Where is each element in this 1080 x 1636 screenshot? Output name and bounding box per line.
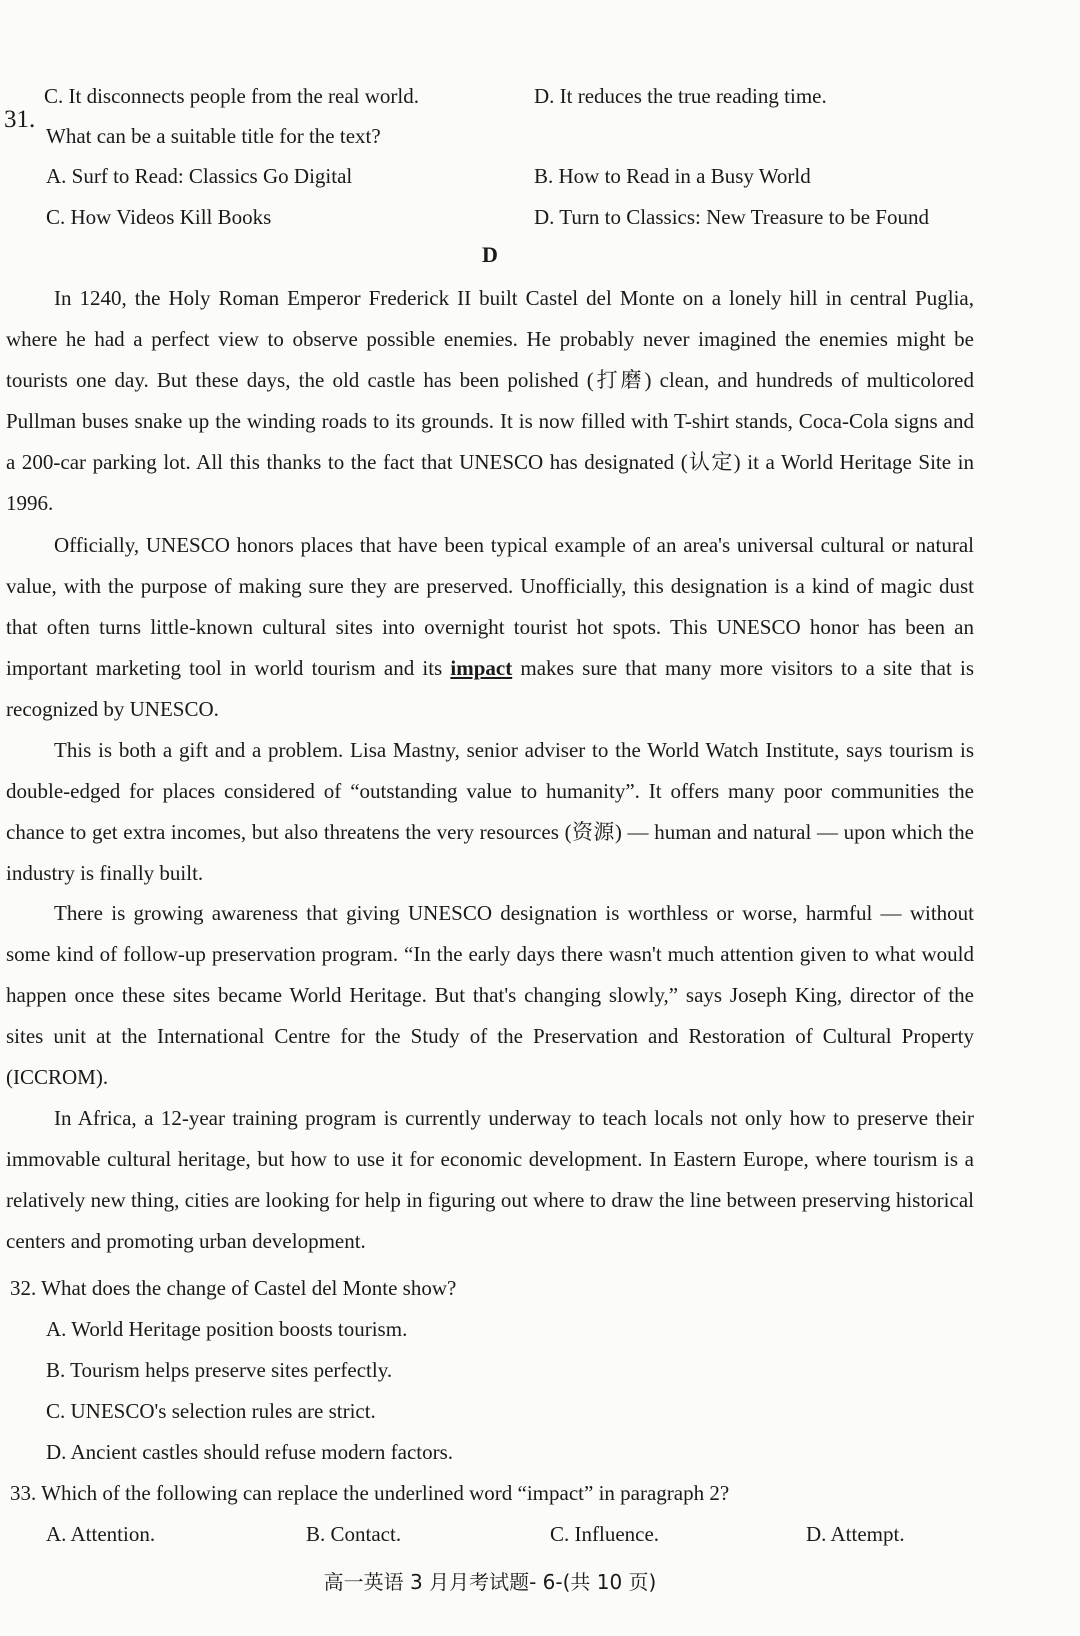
prev-option-d: D. It reduces the true reading time.: [534, 84, 827, 108]
question-31-option-b: B. How to Read in a Busy World: [534, 164, 811, 188]
page-footer: 高一英语 3 月月考试题- 6-(共 10 页): [323, 1570, 657, 1594]
paragraph-4: There is growing awareness that giving UNESCO designation is worthless or worse, harmful — without some kind of follow-up preservation program. “In the early days there wasn't much attention given to what would happen once these sites became World Heritage. But that's changing slowly,” says Joseph King, director of the sites unit at the International Centre for the Study of the Preservation and Restoration of Cultural Property (ICCROM).: [6, 901, 974, 1089]
question-31-number: 31.: [4, 106, 36, 133]
question-33-option-d: D. Attempt.: [806, 1522, 905, 1546]
question-31-stem: What can be a suitable title for the text?: [46, 124, 381, 148]
question-33-stem: 33. Which of the following can replace the underlined word “impact” in paragraph 2?: [10, 1481, 730, 1505]
prev-option-c: C. It disconnects people from the real world.: [44, 84, 419, 108]
passage-title: D: [482, 242, 498, 267]
question-33-option-c: C. Influence.: [550, 1522, 660, 1546]
paragraph-1: In 1240, the Holy Roman Emperor Frederick II built Castel del Monte on a lonely hill in central Puglia, where he had a perfect view to observe possible enemies. He probably never imagined the enemies might be tourists one day. But these days, the old castle has been polished (打磨) clean, and hundreds of multicolored Pullman buses snake up the winding roads to its grounds. It is now filled with T-shirt stands, Coca-Cola signs and a 200-car parking lot. All this thanks to the fact that UNESCO has designated (认定) it a World Heritage Site in 1996.: [6, 286, 974, 515]
question-32-option-c: C. UNESCO's selection rules are strict.: [46, 1399, 376, 1423]
paragraph-5: In Africa, a 12-year training program is currently underway to teach locals not only how to preserve their immovable cultural heritage, but how to use it for economic development. In Eastern Europe, where tourism is a relatively new thing, cities are looking for help in figuring out where to draw the line between preserving historical centers and promoting urban development.: [6, 1106, 974, 1253]
question-33-option-b: B. Contact.: [306, 1522, 402, 1546]
underlined-word-impact: impact: [450, 656, 513, 680]
question-32-option-d: D. Ancient castles should refuse modern factors.: [46, 1440, 454, 1464]
question-31-option-d: D. Turn to Classics: New Treasure to be Found: [534, 205, 929, 229]
question-32-stem: 32. What does the change of Castel del Monte show?: [10, 1276, 457, 1300]
question-33-option-a: A. Attention.: [46, 1522, 156, 1546]
question-32-option-a: A. World Heritage position boosts tourism.: [46, 1317, 408, 1341]
paragraph-3: This is both a gift and a problem. Lisa Mastny, senior adviser to the World Watch Institute, says tourism is double-edged for places considered of “outstanding value to humanity”. It offers many poor communities the chance to get extra incomes, but also threatens the very resources (资源) — human and natural — upon which the industry is finally built.: [6, 738, 974, 885]
paragraph-2-text-end: makes sure that many more visitors to a site that is recognized by UNESCO.: [6, 656, 974, 721]
question-32-option-b: B. Tourism helps preserve sites perfectly.: [46, 1358, 393, 1382]
paragraph-2: [6, 525, 974, 730]
question-31-option-c: C. How Videos Kill Books: [46, 205, 272, 229]
paragraph-2-text-start: Officially, UNESCO honors places that have been typical example of an area's universal cultural or natural value, with the purpose of making sure they are preserved. Unofficially, this designation is a kind of magic dust that often turns little-known cultural sites into overnight tourist hot spots. This UNESCO honor has been an important marketing tool in world tourism and its: [6, 533, 974, 680]
question-31-option-a: A. Surf to Read: Classics Go Digital: [46, 164, 353, 188]
